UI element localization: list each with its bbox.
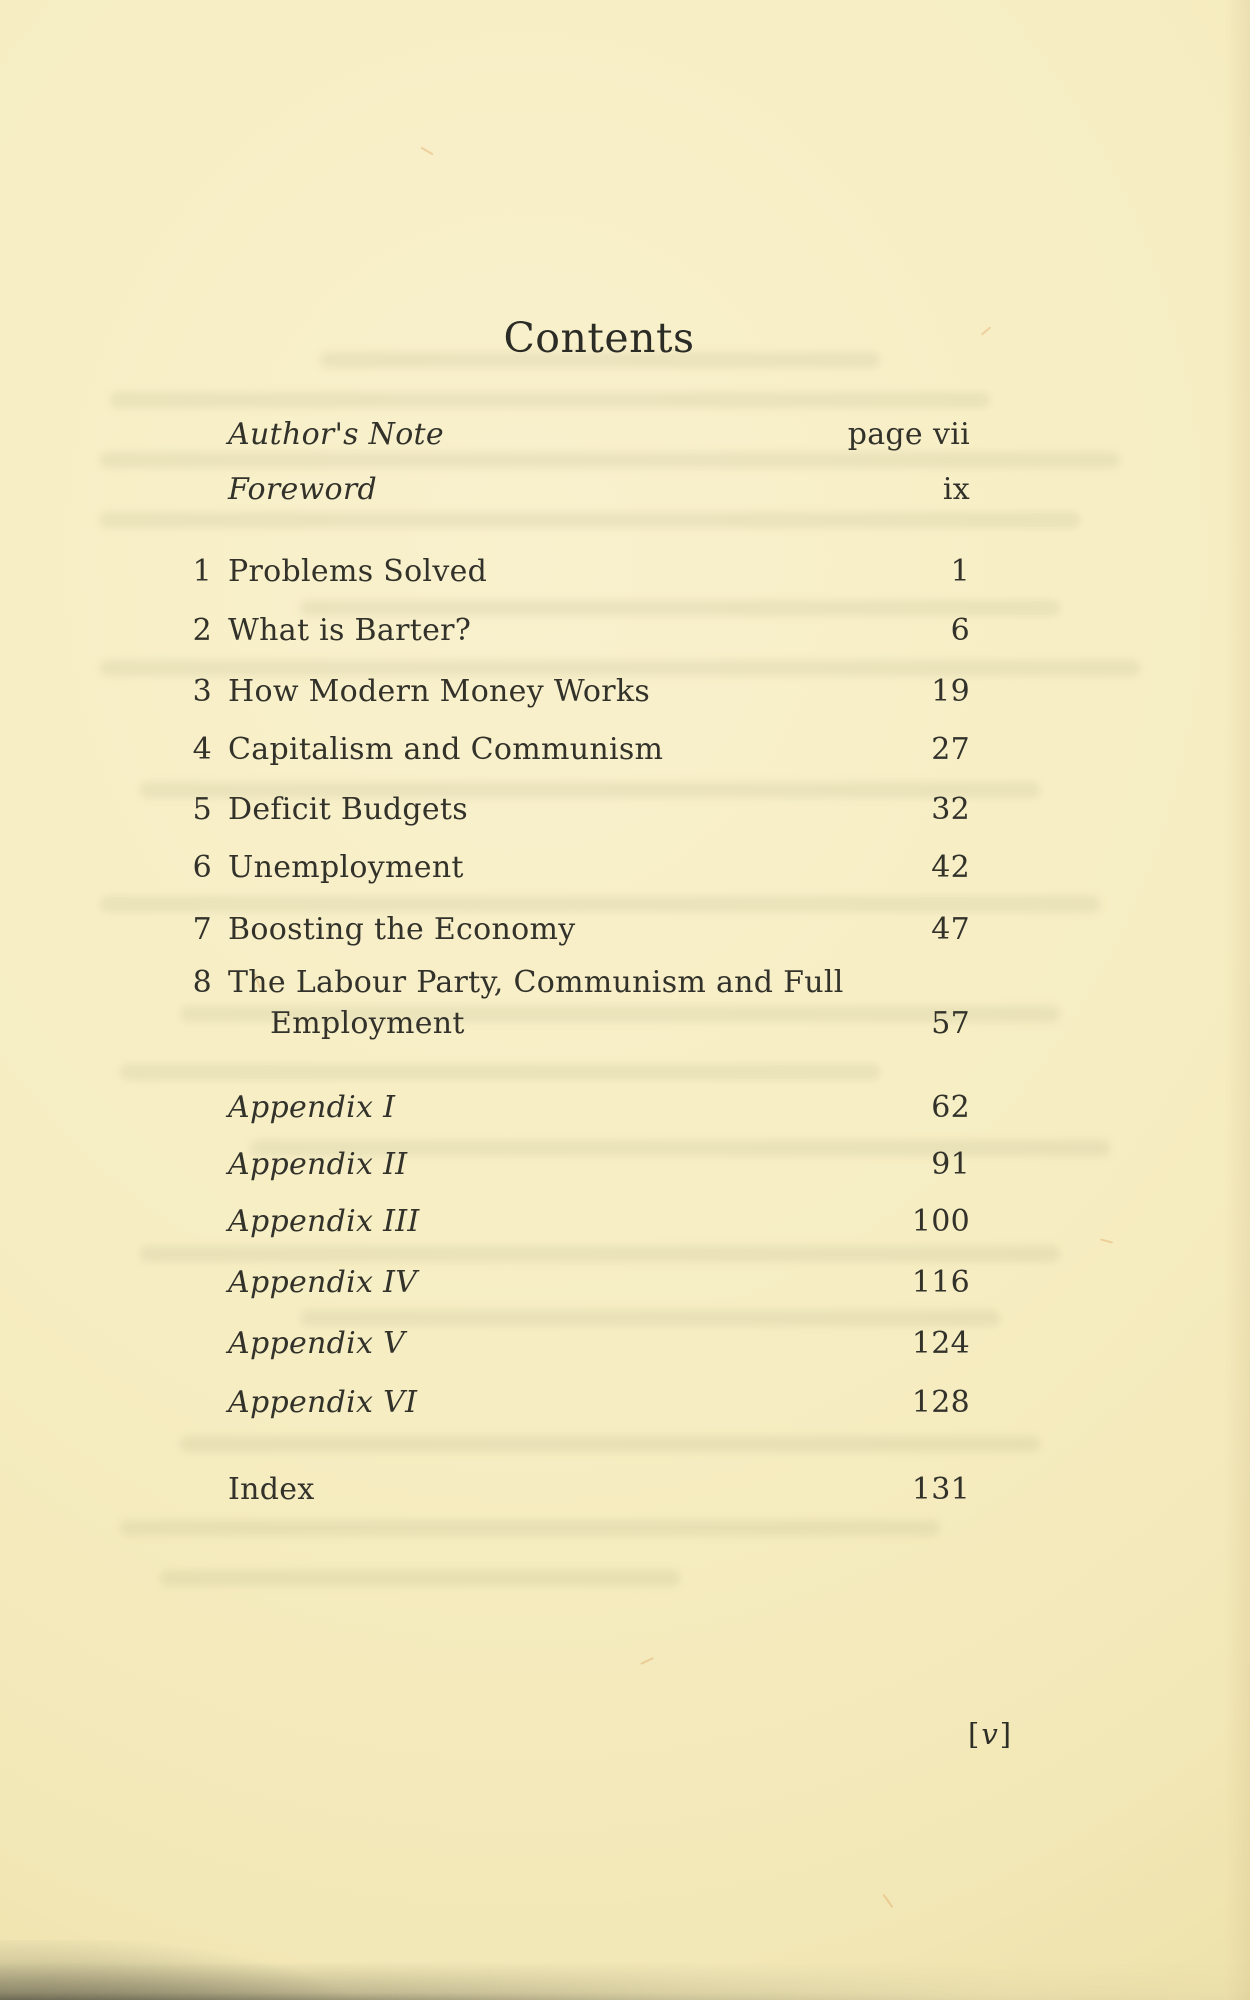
- toc-entry-page: [943, 472, 970, 508]
- page-number: 27: [931, 732, 970, 767]
- toc-row: [160, 1265, 970, 1305]
- toc-row: [160, 613, 970, 653]
- folio-bracket-close: ]: [999, 1717, 1012, 1751]
- chapter-number: 4: [192, 732, 212, 767]
- toc-entry-title: What is Barter?: [228, 613, 472, 648]
- page-number: 116: [911, 1265, 970, 1300]
- toc-row: [160, 792, 970, 832]
- page-number: 42: [931, 850, 970, 885]
- show-through-line: [100, 512, 1080, 528]
- paper-fiber: [981, 326, 991, 335]
- chapter-number: 8: [192, 965, 212, 1000]
- show-through-line: [140, 1246, 1060, 1262]
- toc-row: [160, 1090, 970, 1130]
- toc-entry-title: Appendix IV: [228, 1265, 418, 1300]
- show-through-line: [160, 1570, 680, 1586]
- paper-fiber: [420, 147, 433, 156]
- page-number: 19: [931, 674, 970, 709]
- show-through-line: [120, 1064, 880, 1080]
- toc-row: [160, 472, 970, 512]
- toc-row: [160, 674, 970, 714]
- paper-fiber: [640, 1657, 654, 1665]
- show-through-line: [100, 896, 1100, 912]
- page-number: 124: [911, 1326, 970, 1361]
- toc-row: [160, 417, 970, 457]
- page-number: 32: [931, 792, 970, 827]
- toc-row: [160, 1472, 970, 1512]
- show-through-line: [180, 1436, 1040, 1452]
- toc-row: [160, 965, 970, 1047]
- paper-fiber: [883, 1894, 894, 1908]
- scan-bottom-shadow: [0, 1962, 1250, 2000]
- toc-entry-title: Boosting the Economy: [228, 912, 576, 947]
- folio-mark: [968, 1717, 1011, 1752]
- toc-row: [160, 1204, 970, 1244]
- folio-letter: v: [981, 1717, 998, 1751]
- toc-row: [160, 554, 970, 594]
- chapter-number: 6: [192, 850, 212, 885]
- show-through-line: [110, 392, 990, 408]
- chapter-number: 5: [192, 792, 212, 827]
- toc-entry-title: Appendix I: [228, 1090, 396, 1125]
- page-number: 100: [911, 1204, 970, 1239]
- toc-entry-title: Author's Note: [228, 417, 444, 452]
- toc-row: [160, 732, 970, 772]
- scan-right-edge-shade: [1224, 0, 1250, 2000]
- toc-entry-title: How Modern Money Works: [228, 674, 651, 709]
- chapter-number: 1: [192, 554, 212, 589]
- toc-entry-title: Deficit Budgets: [228, 792, 468, 827]
- toc-entry-title: Appendix VI: [228, 1385, 418, 1420]
- chapter-number: 7: [192, 912, 212, 947]
- toc-entry-title: Foreword: [228, 472, 378, 507]
- toc-entry-title: Index: [228, 1472, 315, 1507]
- page-number: 131: [911, 1472, 970, 1507]
- toc-entry-title: Capitalism and Communism: [228, 732, 664, 767]
- toc-entry-title: Problems Solved: [228, 554, 488, 589]
- show-through-line: [120, 1520, 940, 1536]
- page-title: Contents: [503, 314, 695, 362]
- toc-entry-title: The Labour Party, Communism and Full: [228, 965, 844, 1000]
- page-number: 62: [931, 1090, 970, 1125]
- chapter-number: 2: [192, 613, 212, 648]
- page-number: 47: [931, 912, 970, 947]
- toc-row: [160, 1385, 970, 1425]
- chapter-number: 3: [192, 674, 212, 709]
- paper-fiber: [1100, 1238, 1113, 1243]
- show-through-line: [300, 1310, 1000, 1326]
- toc-entry-title: Appendix III: [228, 1204, 420, 1239]
- toc-row: [160, 850, 970, 890]
- toc-entry-page: [848, 417, 970, 453]
- toc-row: [160, 1147, 970, 1187]
- page-number: ix: [942, 472, 970, 507]
- toc-entry-title: Unemployment: [228, 850, 464, 885]
- toc-entry-title-line2: Employment: [270, 1006, 465, 1041]
- page-word: page: [847, 417, 923, 452]
- page-number: 6: [950, 613, 970, 648]
- page-number: 128: [911, 1385, 970, 1420]
- toc-entry-title: Appendix V: [228, 1326, 406, 1361]
- folio-bracket-open: [: [968, 1717, 980, 1751]
- toc-entry-title: Appendix II: [228, 1147, 408, 1182]
- toc-row: [160, 912, 970, 952]
- page-number: 57: [931, 1006, 970, 1041]
- page-number: 91: [931, 1147, 970, 1182]
- toc-row: [160, 1326, 970, 1366]
- page-number: vii: [932, 417, 970, 452]
- scan-corner-shadow: [0, 1940, 360, 2000]
- page-number: 1: [950, 554, 970, 589]
